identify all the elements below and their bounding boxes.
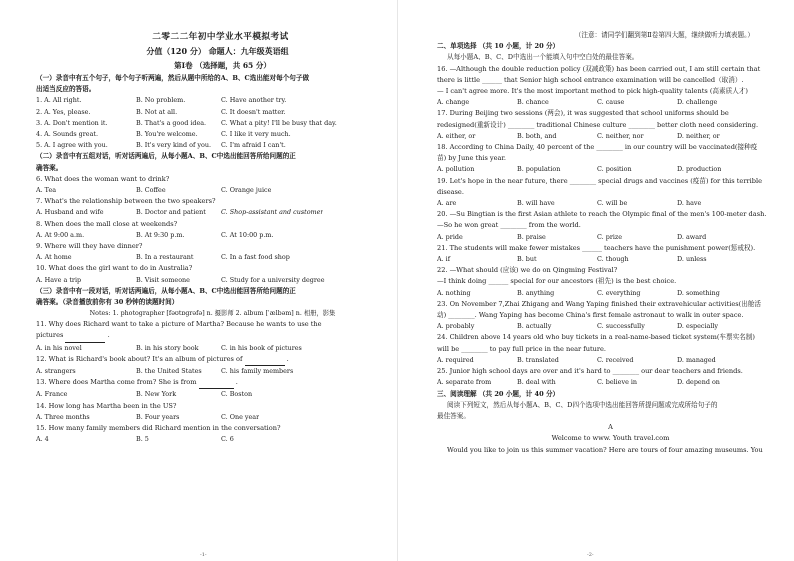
options-row	[437, 321, 784, 332]
question-text-cont: there is little ______ that Senior high school entrance examination will be cancelled（取消）.	[437, 75, 744, 84]
option: C. Study for a university degree	[221, 275, 325, 284]
option: B. In a restaurant	[136, 253, 194, 262]
option: A. At 9:00 a.m.	[36, 230, 85, 239]
section-1-instruction-cont: 出适当反应的答语。	[36, 85, 96, 94]
exam-title: 二零二二年初中学业水平模拟考试	[152, 32, 289, 42]
option: B. population	[517, 165, 561, 174]
option: A. strangers	[36, 367, 76, 376]
question-text-cont: pictures .	[36, 330, 389, 342]
option: C. I like it very much.	[221, 130, 291, 139]
passage-label: A	[608, 423, 613, 432]
option: C. prize	[597, 232, 623, 241]
part-one-title: 第Ⅰ卷 （选择题，共 65 分）	[174, 61, 271, 70]
options-row	[36, 207, 389, 218]
option: C. neither, nor	[597, 131, 644, 140]
question-text: 9. Where will they have dinner?	[36, 242, 143, 251]
option: A. nothing	[437, 288, 471, 297]
option: B. It's very kind of you.	[136, 141, 212, 150]
section-3-instruction: （三）录音中有一段对话，听对话两遍后，从每小题A、B、C中选出能回答所给问题的正	[36, 286, 296, 295]
option: C. Boston	[221, 390, 253, 399]
option: A. required	[437, 355, 474, 364]
option: D. depend on	[677, 378, 720, 387]
option: C. One year	[221, 412, 260, 421]
listening-instruction: （注意：请同学们翻到第Ⅱ卷第四大题，继续做听力填表题。）	[574, 31, 754, 39]
option: D. have	[677, 199, 702, 208]
section-2-items	[36, 174, 389, 286]
question-text: 8. When does the mall close at weekends?	[36, 219, 178, 228]
option: A. probably	[437, 322, 475, 331]
option: C. It doesn't matter.	[221, 107, 286, 116]
question-text: 7. What's the relationship between the two speakers?	[36, 197, 216, 206]
option: B. the United States	[136, 367, 202, 376]
section-2-instruction-cont: 确答案。	[36, 163, 63, 172]
option: A. Have a trip	[36, 275, 82, 284]
section-reading-title: 三、阅读理解 （共 20 小题，计 40 分）	[437, 389, 560, 398]
option: A. Three months	[36, 412, 90, 421]
option: A. change	[437, 98, 470, 107]
question-text: 13. Where does Martha come from? She is from .	[36, 377, 389, 389]
question-text: 16. —Although the double reduction policy (双减政策) has been carried out, I am still certain that	[437, 64, 761, 73]
option: B. That's a good idea.	[136, 118, 207, 127]
section-3-instruction-cont: 确答案。（录音播放前你有 30 秒钟的读题时间）	[36, 298, 179, 307]
options-row	[437, 254, 784, 265]
option: B. Doctor and patient	[136, 208, 206, 217]
options-row	[437, 131, 784, 142]
option: B. Visit someone	[136, 275, 190, 284]
option: 1. A. All right.	[36, 96, 82, 105]
option: A. either, or	[437, 131, 476, 140]
question-text: 6. What does the woman want to drink?	[36, 174, 170, 183]
options-row	[437, 377, 784, 388]
options-row	[36, 185, 389, 196]
options-row	[36, 343, 389, 354]
option: B. praise	[517, 232, 546, 241]
option: C. position	[597, 165, 632, 174]
section-1-instruction: （一）录音中有五个句子，每个句子听两遍，然后从题中所给的A、B、C选出能对每个句子做	[36, 74, 310, 82]
option: C. though	[597, 255, 629, 264]
options-row	[36, 389, 389, 400]
option: A. Husband and wife	[36, 208, 104, 217]
option: B. Coffee	[136, 186, 166, 195]
option: D. managed	[677, 355, 716, 364]
question-row	[36, 118, 389, 129]
option: A. if	[437, 255, 451, 264]
option: 2. A. Yes, please.	[36, 107, 91, 116]
options-row	[437, 232, 784, 243]
option: D. neither, or	[677, 131, 720, 140]
question-text-cont: 苗) by June this year.	[437, 154, 507, 163]
option: A. pride	[437, 232, 463, 241]
question-text-cont: 动) ________. Wang Yaping has become China's first female astronaut to walk in outer space.	[437, 311, 744, 320]
option: C. everything	[597, 288, 641, 297]
option: B. in his story book	[136, 343, 199, 352]
option: B. Four years	[136, 412, 180, 421]
option: B. No problem.	[136, 96, 186, 105]
option: B. but	[517, 255, 537, 264]
score-line: 分值（120 分） 命题人：九年级英语组	[146, 46, 289, 56]
question-text: 21. The students will make fewer mistakes ______ teachers have the punishment power(惩戒权).	[437, 243, 756, 252]
options-row	[437, 355, 784, 366]
option: 3. A. Don't mention it.	[36, 118, 108, 127]
options-row	[36, 230, 389, 241]
option: D. production	[677, 165, 722, 174]
option: D. especially	[677, 322, 719, 331]
option: D. award	[677, 232, 707, 241]
option: C. successfully	[597, 322, 645, 331]
option: A. At home	[36, 253, 72, 262]
option: B. New York	[136, 390, 177, 399]
option: B. will have	[517, 199, 555, 208]
option: B. At 9:30 p.m.	[136, 230, 185, 239]
question-text: 11. Why does Richard want to take a picture of Martha? Because he wants to use the	[36, 320, 322, 329]
option: C. Shop-assistant and customer	[221, 208, 324, 217]
question-text: 23. On November 7,Zhai Zhigang and Wang Yaping finished their extravehicular activities(出舱活	[437, 299, 762, 308]
section-2-instruction: （二）录音中有五组对话，听对话两遍后，从每小题A、B、C中选出能回答所给问题的正	[36, 152, 296, 161]
option: B. deal with	[517, 378, 556, 387]
option: A. in his novel	[36, 343, 82, 352]
option: A. pollution	[437, 165, 475, 174]
option: 4. A. Sounds great.	[36, 130, 99, 139]
right-page	[397, 0, 794, 561]
page-number: -1-	[200, 552, 207, 558]
option: D. unless	[677, 255, 707, 264]
option: A. 4	[36, 435, 49, 444]
options-row	[437, 97, 784, 108]
section-1-items	[36, 95, 389, 151]
options-row	[36, 252, 389, 263]
question-text: 25. Junior high school days are over and it's hard to ________ our dear teachers and friends.	[437, 367, 743, 376]
section-single-choice-title: 二、单项选择 （共 10 小题，计 20 分）	[437, 42, 560, 51]
options-row	[437, 198, 784, 209]
option: B. translated	[517, 355, 559, 364]
option: 5. A. I agree with you.	[36, 141, 108, 150]
option: C. his family members	[221, 367, 294, 376]
page-number: -2-	[587, 552, 594, 558]
option: D. something	[677, 288, 720, 297]
question-row	[36, 140, 389, 151]
question-text: 19. Let's hope in the near future, there ________ special drugs and vaccines (疫苗) for this terrible	[437, 176, 762, 185]
question-text-cont: disease.	[437, 187, 464, 196]
options-row	[36, 366, 389, 377]
question-text: 15. How many family members did Richard mention in the conversation?	[36, 424, 281, 433]
question-text: 12. What is Richard's book about? It's an album of pictures of .	[36, 354, 389, 366]
question-row	[36, 95, 389, 106]
option: C. Orange juice	[221, 186, 272, 195]
options-row	[437, 164, 784, 175]
question-text: 10. What does the girl want to do in Australia?	[36, 264, 193, 273]
option: A. Tea	[36, 186, 57, 195]
options-row	[437, 288, 784, 299]
option: C. What a pity! I'll be busy that day.	[221, 118, 337, 127]
question-text: 14. How long has Martha been in the US?	[36, 401, 177, 410]
option: B. 5	[136, 435, 149, 444]
option: B. You're welcome.	[136, 130, 198, 139]
options-row	[36, 412, 389, 423]
option: C. At 10:00 p.m.	[221, 230, 274, 239]
question-text-cont: redesigned(重新设计) ________ traditional Chinese culture ________ better cloth need considering.	[437, 120, 759, 129]
option: A. France	[36, 390, 68, 399]
option: C. believe in	[597, 378, 638, 387]
question-row	[36, 107, 389, 118]
option: A. separate from	[437, 378, 492, 387]
passage-text: Would you like to join us this summer vacation? Here are tours of four amazing museums. You	[447, 445, 763, 454]
question-text: 20. —Su Bingtian is the first Asian athlete to reach the Olympic final of the men's 100-meter dash.	[437, 210, 767, 219]
question-text: 22. —What should (应该) we do on Qingming Festival?	[437, 266, 618, 275]
question-text-cont: — I can't agree more. It's the most important method to pick high-quality talents (高素质人才)	[437, 87, 748, 96]
options-row	[36, 434, 389, 445]
option: C. received	[597, 355, 634, 364]
question-text: 24. Children above 14 years old who buy tickets in a real-name-based ticket system(车票实名制)	[437, 333, 755, 342]
option: B. actually	[517, 322, 552, 331]
option: C. 6	[221, 435, 234, 444]
section-single-choice-instruction: 从每小题A、B、C、D中选出一个能填入句中空白处的最佳答案。	[447, 53, 639, 62]
option: C. will be	[597, 199, 628, 208]
section-reading-instruction-cont: 最佳答案。	[437, 411, 470, 420]
question-text-cont: —So he won great ________ from the world.	[437, 221, 581, 230]
option: D. challenge	[677, 98, 718, 107]
question-text: 17. During Beijing two sessions (两会), it was suggested that school uniforms should be	[437, 109, 729, 118]
section-reading-instruction: 阅读下列短文，然后从每小题A、B、C、D四个选项中选出能回答所提问题或完成所给句子的	[447, 400, 718, 409]
option: C. in his book of pictures	[221, 343, 302, 352]
question-text-cont: will be ________ to pay full price in the near future.	[437, 344, 607, 353]
option: A. are	[437, 199, 457, 208]
option: B. Not at all.	[136, 107, 178, 116]
option: B. both, and	[517, 131, 557, 140]
passage-title: Welcome to www. Youth travel.com	[551, 434, 670, 443]
option: C. cause	[597, 98, 625, 107]
option: C. Have another try.	[221, 96, 287, 105]
option: B. anything	[517, 288, 555, 297]
option: B. chance	[517, 98, 549, 107]
options-row	[36, 275, 389, 286]
option: C. In a fast food shop	[221, 253, 290, 262]
question-text: 18. According to China Daily, 40 percent of the ________ in our country will be vaccinated(接种疫	[437, 143, 758, 152]
option: C. I'm afraid I can't.	[221, 141, 286, 150]
question-row	[36, 129, 389, 140]
vocabulary-notes: Notes: 1. photographer [fəʊtɒgrəfə] n. 摄影师 2. album [ˈælbəm] n. 相册，影集	[89, 310, 336, 318]
question-text-cont: —I think doing ______ special for our ancestors (祖先) is the best choice.	[437, 277, 677, 286]
